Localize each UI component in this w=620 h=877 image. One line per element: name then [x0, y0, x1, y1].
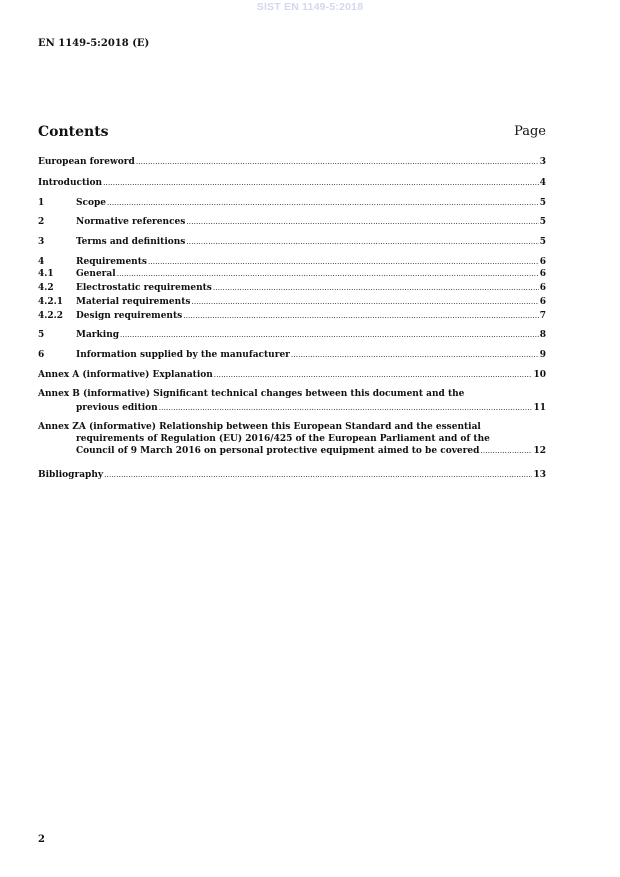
toc-title: Normative references: [76, 217, 186, 227]
toc-page: 9: [539, 350, 546, 360]
toc-page: 8: [539, 330, 546, 340]
toc-title: General: [76, 269, 116, 279]
toc-title: Marking: [76, 330, 120, 340]
toc-title: Terms and definitions: [76, 237, 186, 247]
toc-entry-scope[interactable]: [38, 198, 546, 209]
dot-leader: [213, 283, 539, 294]
toc-page: 6: [539, 257, 546, 267]
contents-heading: Contents: [38, 124, 109, 140]
toc-number: 5: [38, 330, 45, 340]
toc-page: 11: [533, 403, 546, 413]
toc-page: 5: [539, 237, 546, 247]
dot-leader: [480, 446, 532, 457]
toc-title: Information supplied by the manufacturer: [76, 350, 290, 360]
toc-entry-design-requirements[interactable]: [38, 311, 546, 322]
toc-page: 5: [539, 217, 546, 227]
toc-entry-electrostatic-requirements[interactable]: [38, 283, 546, 294]
toc-number: 1: [38, 198, 45, 208]
toc-page: 13: [533, 470, 546, 480]
dot-leader: [117, 269, 539, 280]
document-id: EN 1149-5:2018 (E): [38, 38, 150, 49]
dot-leader: [107, 198, 539, 209]
toc-title-line-1: Annex ZA (informative) Relationship between this European Standard and the essential: [38, 422, 481, 432]
toc-entry-terms-definitions[interactable]: [38, 237, 546, 248]
toc-number: 6: [38, 350, 45, 360]
toc-title-line-2: previous edition: [76, 403, 158, 413]
watermark: SIST EN 1149-5:2018: [256, 1, 364, 13]
toc-number: 4.2.1: [38, 297, 64, 307]
dot-leader: [214, 370, 533, 381]
dot-leader: [186, 217, 538, 228]
toc-entry-marking[interactable]: [38, 330, 546, 341]
dot-leader: [148, 257, 539, 268]
dot-leader: [136, 157, 539, 168]
toc-title-line-2: requirements of Regulation (EU) 2016/425 of the European Parliament and of the: [76, 434, 490, 444]
dot-leader: [103, 178, 539, 189]
toc-title: Bibliography: [38, 470, 104, 480]
dot-leader: [291, 350, 539, 361]
dot-leader: [191, 297, 538, 308]
toc-number: 4: [38, 257, 45, 267]
toc-page: 3: [539, 157, 546, 167]
toc-entry-general[interactable]: [38, 269, 546, 280]
toc-number: 4.2.2: [38, 311, 64, 321]
toc-entry-annex-a[interactable]: [38, 370, 546, 381]
toc-title: European foreword: [38, 157, 135, 167]
toc-title: Annex A (informative) Explanation: [38, 370, 213, 380]
toc-page: 6: [539, 283, 546, 293]
toc-title-line-1: Annex B (informative) Significant technical changes between this document and the: [38, 389, 465, 399]
toc-entry-requirements[interactable]: [38, 257, 546, 268]
toc-page: 6: [539, 269, 546, 279]
toc-page: 4: [539, 178, 546, 188]
toc-number: 4.1: [38, 269, 54, 279]
toc-entry-bibliography[interactable]: [38, 470, 546, 481]
toc-title-line-3: Council of 9 March 2016 on personal protective equipment aimed to be covered: [76, 446, 480, 456]
toc-title: Introduction: [38, 178, 103, 188]
dot-leader: [104, 470, 532, 481]
toc-page: 12: [533, 446, 546, 456]
page-column-label: Page: [514, 124, 546, 139]
toc-entry-material-requirements[interactable]: [38, 297, 546, 308]
dot-leader: [183, 311, 539, 322]
toc-page: 5: [539, 198, 546, 208]
toc-entry-normative-references[interactable]: [38, 217, 546, 228]
toc-number: 2: [38, 217, 45, 227]
toc-page: 7: [539, 311, 546, 321]
toc-entry-annex-b[interactable]: [38, 389, 546, 414]
toc-entry-information-supplied[interactable]: [38, 350, 546, 361]
toc-entry-introduction[interactable]: [38, 178, 546, 189]
dot-leader: [186, 237, 538, 248]
toc-title: Electrostatic requirements: [76, 283, 212, 293]
dot-leader: [120, 330, 539, 341]
toc-page: 6: [539, 297, 546, 307]
toc-title: Scope: [76, 198, 107, 208]
toc-entry-foreword[interactable]: [38, 157, 546, 168]
toc-title: Material requirements: [76, 297, 191, 307]
toc-number: 3: [38, 237, 45, 247]
toc-entry-annex-za[interactable]: [38, 422, 546, 457]
toc-page: 10: [533, 370, 546, 380]
toc-title: Requirements: [76, 257, 147, 267]
toc-number: 4.2: [38, 283, 54, 293]
page-number: 2: [38, 834, 45, 845]
toc-title: Design requirements: [76, 311, 183, 321]
dot-leader: [159, 403, 533, 414]
